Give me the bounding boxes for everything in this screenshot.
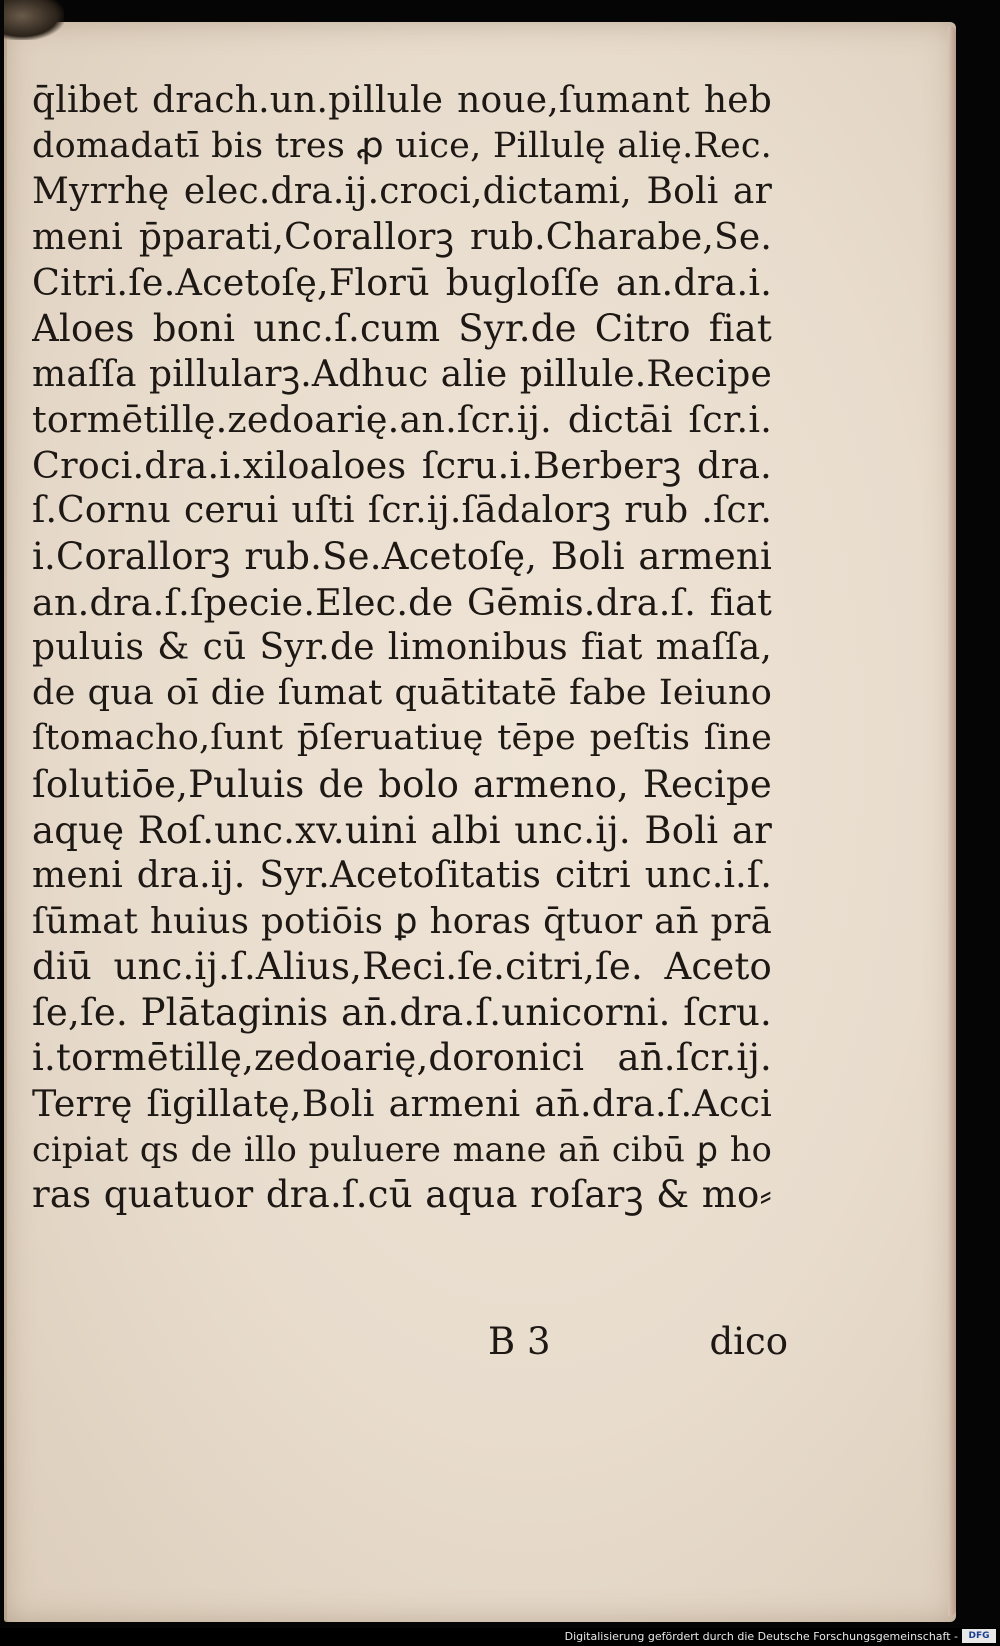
text-line-24: cipiat qs de illo puluere mane an̄ cibū ꝑ ho xyxy=(32,1129,772,1169)
text-line-14: de qua oī die ſumat quātitatē fabe Ieiuno xyxy=(32,672,772,713)
page-edge xyxy=(948,26,956,1616)
text-line-16: ſolutiōe,Puluis de bolo armeno, Recipe xyxy=(32,762,772,806)
corner-stain xyxy=(4,0,64,40)
text-line-25: ras quatuor dra.ſ.cū aqua roſarꝫ & mo⸗ xyxy=(32,1173,772,1217)
text-line-22: i.tormētillę,zedoarię,doronici an̄.ſcr.ij. xyxy=(32,1036,772,1080)
text-line-20: diū unc.ij.ſ.Alius,Reci.ſe.citri,ſe. Aceto xyxy=(32,945,772,989)
text-line-1: q̄libet drach.un.pillule noue,ſumant heb xyxy=(32,80,772,121)
catchword: dico xyxy=(709,1320,788,1363)
signature-catchword-line xyxy=(488,1320,788,1363)
text-line-23: Terrę ſigillatę,Boli armeni an̄.dra.ſ.Acci xyxy=(32,1082,772,1126)
text-line-8: tormētillę.zedoarię.an.ſcr.ij. dictāi ſcr.i. xyxy=(32,398,772,442)
text-line-6: Aloes boni unc.ſ.cum Syr.de Citro fiat xyxy=(32,306,772,350)
text-line-21: ſe,ſe. Plātaginis an̄.dra.ſ.unicorni. ſcru. xyxy=(32,990,772,1034)
signature-mark: B 3 xyxy=(488,1320,551,1363)
text-line-11: i.Corallorꝫ rub.Se.Acetoſę, Boli armeni xyxy=(32,534,772,578)
text-line-2: domadatī bis tres ꝓ uice, Pillulę alię.Rec. xyxy=(32,125,772,166)
funding-credit: Digitalisierung gefördert durch die Deutsche Forschungsgemeinschaft - xyxy=(564,1630,958,1643)
text-line-19: ſūmat huius potiōis ꝑ horas q̄tuor an̄ prā xyxy=(32,900,772,942)
text-line-13: puluis & cū Syr.de limonibus fiat maſſa, xyxy=(32,627,772,669)
text-line-12: an.dra.ſ.ſpecie.Elec.de Gēmis.dra.ſ. fiat xyxy=(32,580,772,624)
dfg-logo: DFG xyxy=(962,1629,996,1643)
text-line-3: Myrrhę elec.dra.ij.croci,dictami, Boli ar xyxy=(32,171,772,213)
text-line-4: meni p̄parati,Corallorꝫ rub.Charabe,Se. xyxy=(32,216,772,258)
text-line-18: meni dra.ij. Syr.Acetoſitatis citri unc.i.ſ. xyxy=(32,855,772,897)
text-line-15: ſtomacho,ſunt p̄ſeruatiuę tēpe peſtis ſine xyxy=(32,718,772,759)
text-line-5: Citri.ſe.Acetoſę,Florū bugloſſe an.dra.i. xyxy=(32,261,772,305)
text-line-10: ſ.Cornu cerui uſti ſcr.ij.ſādalorꝫ rub .ſcr. xyxy=(32,490,772,532)
body-text xyxy=(32,78,772,1218)
text-line-9: Croci.dra.i.xiloaloes ſcru.i.Berberꝫ dra. xyxy=(32,443,772,487)
text-line-7: maſſa pillularꝫ.Adhuc alie pillule.Recipe xyxy=(32,353,772,395)
text-line-17: aquę Roſ.unc.xv.uini albi unc.ij. Boli ar xyxy=(32,808,772,852)
